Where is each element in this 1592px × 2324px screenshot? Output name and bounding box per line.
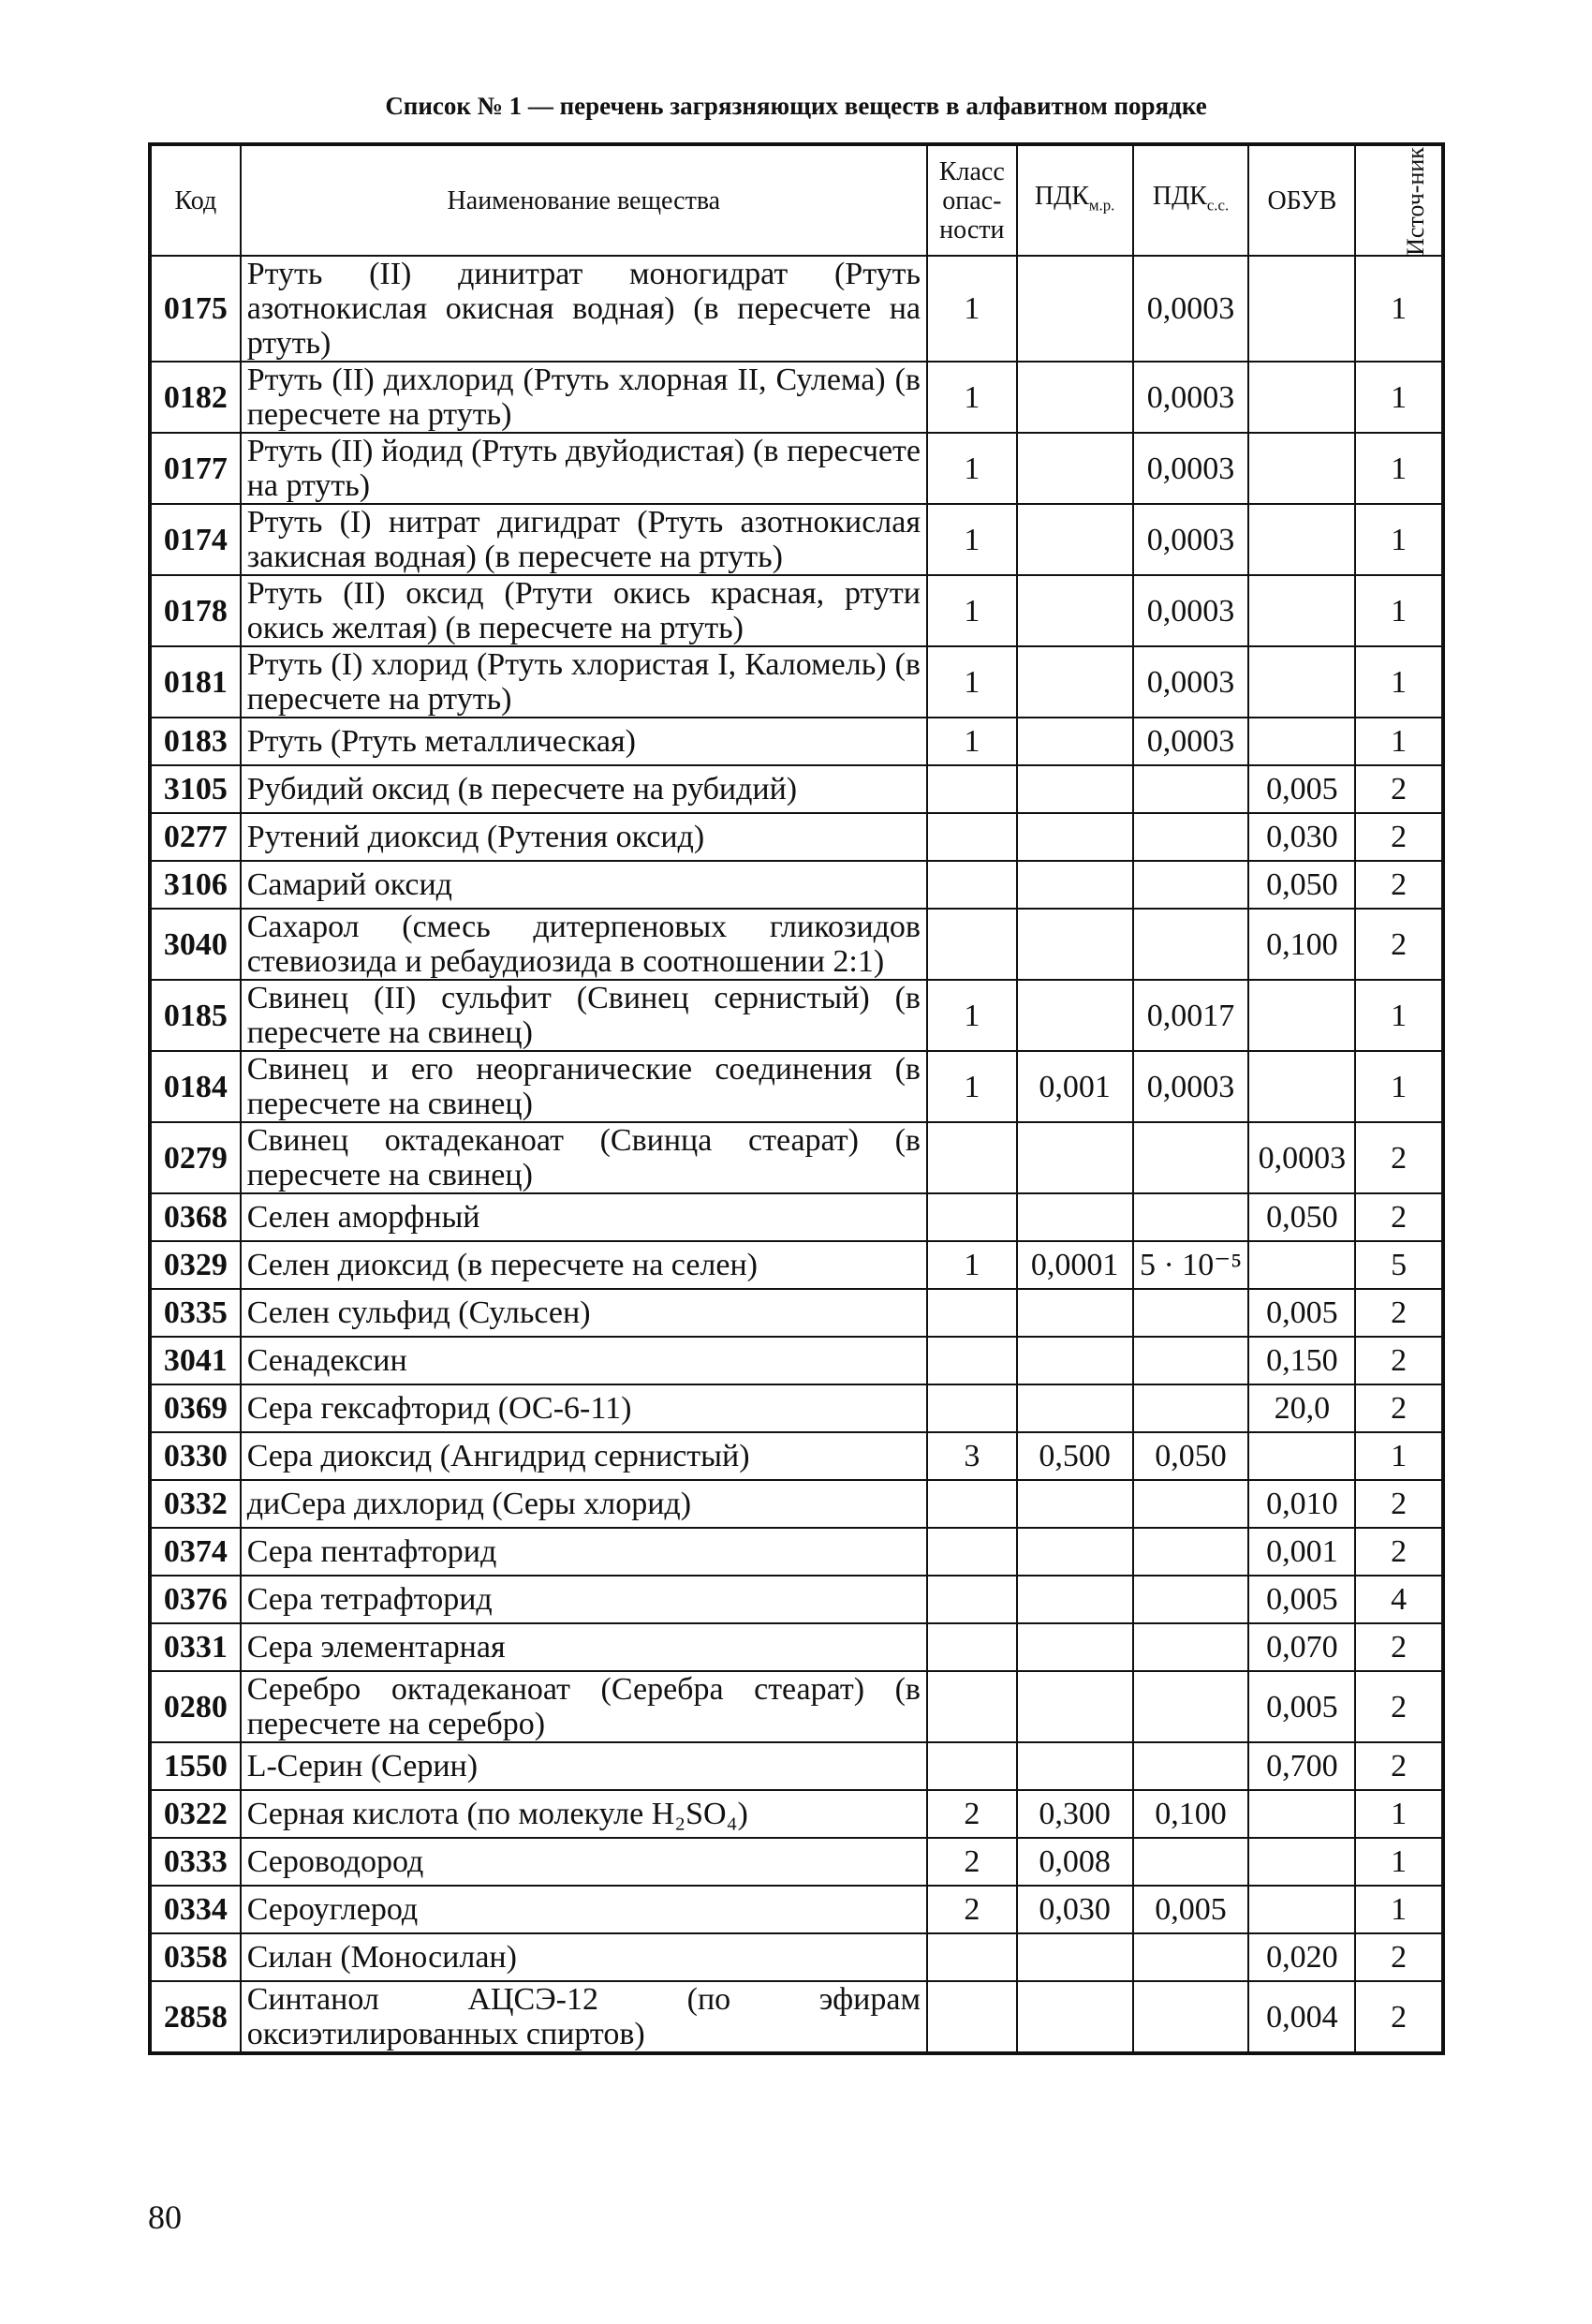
table-row bbox=[150, 1289, 1443, 1337]
cell-code: 0277 bbox=[150, 813, 241, 861]
cell-obuv bbox=[1248, 1241, 1355, 1289]
cell-source: 1 bbox=[1355, 1051, 1443, 1122]
table-row bbox=[150, 1742, 1443, 1790]
cell-obuv: 0,020 bbox=[1248, 1933, 1355, 1981]
cell-pdk-ss bbox=[1133, 861, 1249, 909]
cell-pdk-ss: 0,0003 bbox=[1133, 646, 1249, 718]
cell-pdk-mr: 0,001 bbox=[1017, 1051, 1133, 1122]
table-row bbox=[150, 813, 1443, 861]
table-row bbox=[150, 1981, 1443, 2053]
cell-pdk-ss bbox=[1133, 1933, 1249, 1981]
table-row bbox=[150, 1623, 1443, 1671]
cell-pdk-mr bbox=[1017, 1337, 1133, 1384]
cell-name: Силан (Моносилан) bbox=[241, 1933, 927, 1981]
table-row bbox=[150, 1838, 1443, 1886]
cell-name: Сера диоксид (Ангидрид сернистый) bbox=[241, 1432, 927, 1480]
cell-class: 1 bbox=[927, 980, 1017, 1051]
cell-name: L-Серин (Серин) bbox=[241, 1742, 927, 1790]
cell-pdk-ss: 0,050 bbox=[1133, 1432, 1249, 1480]
header-pdk-mr bbox=[1017, 144, 1133, 256]
cell-code: 3041 bbox=[150, 1337, 241, 1384]
cell-source: 1 bbox=[1355, 1886, 1443, 1933]
cell-class: 2 bbox=[927, 1886, 1017, 1933]
cell-pdk-mr bbox=[1017, 861, 1133, 909]
cell-code: 0174 bbox=[150, 504, 241, 575]
cell-name: Синтанол АЦСЭ-12 (по эфирам оксиэтилированных спиртов) bbox=[241, 1981, 927, 2053]
cell-name: Рутений диоксид (Рутения оксид) bbox=[241, 813, 927, 861]
cell-pdk-ss bbox=[1133, 1838, 1249, 1886]
cell-class bbox=[927, 1337, 1017, 1384]
cell-code: 0332 bbox=[150, 1480, 241, 1528]
cell-name: Свинец (II) сульфит (Свинец сернистый) (в пересчете на свинец) bbox=[241, 980, 927, 1051]
cell-name: Сенадексин bbox=[241, 1337, 927, 1384]
cell-class bbox=[927, 861, 1017, 909]
cell-pdk-ss bbox=[1133, 1981, 1249, 2053]
cell-pdk-mr bbox=[1017, 646, 1133, 718]
cell-name: диСера дихлорид (Серы хлорид) bbox=[241, 1480, 927, 1528]
cell-source: 2 bbox=[1355, 861, 1443, 909]
table-row bbox=[150, 765, 1443, 813]
cell-code: 0279 bbox=[150, 1122, 241, 1193]
cell-code: 0358 bbox=[150, 1933, 241, 1981]
cell-code: 0374 bbox=[150, 1528, 241, 1576]
cell-source: 2 bbox=[1355, 1193, 1443, 1241]
cell-source: 2 bbox=[1355, 1337, 1443, 1384]
cell-class bbox=[927, 1528, 1017, 1576]
cell-class bbox=[927, 1623, 1017, 1671]
cell-name: Серебро октадеканоат (Серебра стеарат) (в пересчете на серебро) bbox=[241, 1671, 927, 1742]
cell-name: Сероводород bbox=[241, 1838, 927, 1886]
cell-code: 0177 bbox=[150, 433, 241, 504]
cell-pdk-mr bbox=[1017, 1671, 1133, 1742]
cell-name: Селен сульфид (Сульсен) bbox=[241, 1289, 927, 1337]
cell-class bbox=[927, 909, 1017, 980]
table-row bbox=[150, 1886, 1443, 1933]
cell-code: 0182 bbox=[150, 362, 241, 433]
cell-pdk-ss: 0,100 bbox=[1133, 1790, 1249, 1838]
cell-code: 0185 bbox=[150, 980, 241, 1051]
header-pdk-ss-sub: с.с. bbox=[1206, 196, 1230, 215]
cell-pdk-mr bbox=[1017, 980, 1133, 1051]
cell-source: 4 bbox=[1355, 1576, 1443, 1623]
cell-pdk-ss bbox=[1133, 1193, 1249, 1241]
cell-pdk-ss: 0,0003 bbox=[1133, 504, 1249, 575]
header-code: Код bbox=[150, 144, 241, 256]
cell-source: 2 bbox=[1355, 1122, 1443, 1193]
substances-table bbox=[148, 142, 1445, 2055]
cell-pdk-ss bbox=[1133, 1742, 1249, 1790]
cell-pdk-mr bbox=[1017, 1933, 1133, 1981]
table-row bbox=[150, 646, 1443, 718]
cell-class bbox=[927, 1576, 1017, 1623]
cell-pdk-mr bbox=[1017, 1122, 1133, 1193]
cell-pdk-mr bbox=[1017, 718, 1133, 765]
cell-source: 1 bbox=[1355, 980, 1443, 1051]
cell-class: 1 bbox=[927, 575, 1017, 646]
cell-obuv: 0,030 bbox=[1248, 813, 1355, 861]
cell-pdk-mr bbox=[1017, 1289, 1133, 1337]
cell-code: 0181 bbox=[150, 646, 241, 718]
cell-class bbox=[927, 1742, 1017, 1790]
cell-source: 1 bbox=[1355, 1790, 1443, 1838]
table-row bbox=[150, 1241, 1443, 1289]
cell-code: 0175 bbox=[150, 256, 241, 362]
cell-class: 1 bbox=[927, 1051, 1017, 1122]
cell-name: Ртуть (II) оксид (Ртути окись красная, ртути окись желтая) (в пересчете на ртуть) bbox=[241, 575, 927, 646]
cell-source: 1 bbox=[1355, 718, 1443, 765]
cell-code: 2858 bbox=[150, 1981, 241, 2053]
cell-class bbox=[927, 1193, 1017, 1241]
cell-pdk-ss bbox=[1133, 1289, 1249, 1337]
cell-class: 3 bbox=[927, 1432, 1017, 1480]
header-class: Класс опас-ности bbox=[927, 144, 1017, 256]
cell-obuv: 0,100 bbox=[1248, 909, 1355, 980]
cell-code: 0333 bbox=[150, 1838, 241, 1886]
table-row bbox=[150, 1193, 1443, 1241]
cell-source: 1 bbox=[1355, 575, 1443, 646]
cell-name: Сахарол (смесь дитерпеновых гликозидов стевиозида и ребаудиозида в соотношении 2:1) bbox=[241, 909, 927, 980]
cell-obuv bbox=[1248, 1790, 1355, 1838]
cell-obuv bbox=[1248, 646, 1355, 718]
cell-obuv: 0,010 bbox=[1248, 1480, 1355, 1528]
cell-class: 1 bbox=[927, 256, 1017, 362]
cell-source: 2 bbox=[1355, 1289, 1443, 1337]
cell-source: 2 bbox=[1355, 765, 1443, 813]
cell-obuv: 0,005 bbox=[1248, 1671, 1355, 1742]
cell-class bbox=[927, 813, 1017, 861]
cell-pdk-mr: 0,300 bbox=[1017, 1790, 1133, 1838]
cell-code: 0183 bbox=[150, 718, 241, 765]
cell-name: Свинец октадеканоат (Свинца стеарат) (в пересчете на свинец) bbox=[241, 1122, 927, 1193]
table-row bbox=[150, 909, 1443, 980]
cell-pdk-ss bbox=[1133, 909, 1249, 980]
table-row bbox=[150, 1576, 1443, 1623]
cell-class bbox=[927, 1122, 1017, 1193]
table-row bbox=[150, 1790, 1443, 1838]
cell-obuv bbox=[1248, 718, 1355, 765]
cell-pdk-ss bbox=[1133, 1623, 1249, 1671]
cell-obuv bbox=[1248, 575, 1355, 646]
cell-obuv bbox=[1248, 980, 1355, 1051]
header-pdk-ss bbox=[1133, 144, 1249, 256]
cell-code: 1550 bbox=[150, 1742, 241, 1790]
cell-class bbox=[927, 1480, 1017, 1528]
cell-class bbox=[927, 1289, 1017, 1337]
cell-class bbox=[927, 765, 1017, 813]
cell-pdk-mr bbox=[1017, 256, 1133, 362]
cell-name: Ртуть (I) нитрат дигидрат (Ртуть азотнокислая закисная водная) (в пересчете на ртуть) bbox=[241, 504, 927, 575]
cell-name: Сера тетрафторид bbox=[241, 1576, 927, 1623]
cell-source: 1 bbox=[1355, 1838, 1443, 1886]
cell-class: 1 bbox=[927, 718, 1017, 765]
cell-name: Ртуть (II) дихлорид (Ртуть хлорная II, Сулема) (в пересчете на ртуть) bbox=[241, 362, 927, 433]
cell-source: 5 bbox=[1355, 1241, 1443, 1289]
table-row bbox=[150, 362, 1443, 433]
cell-pdk-ss bbox=[1133, 1480, 1249, 1528]
cell-pdk-ss: 0,0003 bbox=[1133, 575, 1249, 646]
cell-source: 1 bbox=[1355, 256, 1443, 362]
cell-pdk-mr bbox=[1017, 765, 1133, 813]
cell-class: 1 bbox=[927, 504, 1017, 575]
cell-name: Сера пентафторид bbox=[241, 1528, 927, 1576]
table-row bbox=[150, 1933, 1443, 1981]
cell-obuv: 20,0 bbox=[1248, 1384, 1355, 1432]
cell-name: Свинец и его неорганические соединения (в пересчете на свинец) bbox=[241, 1051, 927, 1122]
cell-code: 0376 bbox=[150, 1576, 241, 1623]
cell-obuv bbox=[1248, 362, 1355, 433]
cell-class: 2 bbox=[927, 1790, 1017, 1838]
cell-name: Сера гексафторид (ОС-6-11) bbox=[241, 1384, 927, 1432]
cell-code: 0330 bbox=[150, 1432, 241, 1480]
cell-obuv bbox=[1248, 1432, 1355, 1480]
table-header-row bbox=[150, 144, 1443, 256]
cell-name: Рубидий оксид (в пересчете на рубидий) bbox=[241, 765, 927, 813]
header-pdk-mr-sub: м.р. bbox=[1088, 196, 1115, 215]
cell-name: Сера элементарная bbox=[241, 1623, 927, 1671]
cell-obuv: 0,005 bbox=[1248, 1576, 1355, 1623]
table-body bbox=[150, 256, 1443, 2053]
cell-obuv: 0,070 bbox=[1248, 1623, 1355, 1671]
table-row bbox=[150, 256, 1443, 362]
table-row bbox=[150, 718, 1443, 765]
cell-pdk-mr: 0,0001 bbox=[1017, 1241, 1133, 1289]
header-source bbox=[1355, 144, 1443, 256]
table-row bbox=[150, 1671, 1443, 1742]
cell-pdk-ss bbox=[1133, 813, 1249, 861]
header-source-label: Источ-ник bbox=[1402, 146, 1430, 256]
cell-obuv: 0,050 bbox=[1248, 861, 1355, 909]
cell-code: 3106 bbox=[150, 861, 241, 909]
page-number: 80 bbox=[148, 2198, 182, 2236]
cell-name: Селен аморфный bbox=[241, 1193, 927, 1241]
header-name: Наименование вещества bbox=[241, 144, 927, 256]
cell-class bbox=[927, 1933, 1017, 1981]
cell-code: 0368 bbox=[150, 1193, 241, 1241]
cell-obuv bbox=[1248, 1838, 1355, 1886]
cell-class: 1 bbox=[927, 646, 1017, 718]
table-row bbox=[150, 433, 1443, 504]
cell-pdk-ss: 0,0003 bbox=[1133, 1051, 1249, 1122]
cell-pdk-mr bbox=[1017, 433, 1133, 504]
cell-code: 0331 bbox=[150, 1623, 241, 1671]
page-title: Список № 1 — перечень загрязняющих веществ в алфавитном порядке bbox=[385, 92, 1207, 120]
cell-class bbox=[927, 1671, 1017, 1742]
cell-pdk-mr bbox=[1017, 1528, 1133, 1576]
table-row bbox=[150, 504, 1443, 575]
cell-class: 1 bbox=[927, 433, 1017, 504]
cell-pdk-mr bbox=[1017, 504, 1133, 575]
table-row bbox=[150, 980, 1443, 1051]
cell-pdk-mr bbox=[1017, 1193, 1133, 1241]
cell-obuv bbox=[1248, 504, 1355, 575]
cell-pdk-ss bbox=[1133, 1576, 1249, 1623]
cell-pdk-mr bbox=[1017, 909, 1133, 980]
cell-class: 1 bbox=[927, 1241, 1017, 1289]
cell-code: 0335 bbox=[150, 1289, 241, 1337]
cell-pdk-mr: 0,500 bbox=[1017, 1432, 1133, 1480]
cell-name: Ртуть (II) йодид (Ртуть двуйодистая) (в пересчете на ртуть) bbox=[241, 433, 927, 504]
cell-class: 1 bbox=[927, 362, 1017, 433]
cell-obuv bbox=[1248, 256, 1355, 362]
cell-name: Ртуть (Ртуть металлическая) bbox=[241, 718, 927, 765]
cell-class: 2 bbox=[927, 1838, 1017, 1886]
cell-pdk-ss: 0,0003 bbox=[1133, 718, 1249, 765]
cell-code: 0334 bbox=[150, 1886, 241, 1933]
cell-source: 2 bbox=[1355, 1384, 1443, 1432]
cell-pdk-ss bbox=[1133, 1528, 1249, 1576]
cell-name: Ртуть (I) хлорид (Ртуть хлористая I, Каломель) (в пересчете на ртуть) bbox=[241, 646, 927, 718]
cell-pdk-mr: 0,030 bbox=[1017, 1886, 1133, 1933]
table-row bbox=[150, 1480, 1443, 1528]
table-row bbox=[150, 575, 1443, 646]
cell-obuv: 0,005 bbox=[1248, 765, 1355, 813]
table-row bbox=[150, 1432, 1443, 1480]
cell-pdk-ss: 0,005 bbox=[1133, 1886, 1249, 1933]
cell-source: 1 bbox=[1355, 1432, 1443, 1480]
cell-source: 2 bbox=[1355, 909, 1443, 980]
table-row bbox=[150, 1122, 1443, 1193]
table-row bbox=[150, 1051, 1443, 1122]
cell-pdk-mr: 0,008 bbox=[1017, 1838, 1133, 1886]
cell-pdk-ss bbox=[1133, 1122, 1249, 1193]
cell-obuv: 0,004 bbox=[1248, 1981, 1355, 2053]
cell-class bbox=[927, 1384, 1017, 1432]
cell-code: 0329 bbox=[150, 1241, 241, 1289]
cell-pdk-mr bbox=[1017, 1384, 1133, 1432]
cell-name: Селен диоксид (в пересчете на селен) bbox=[241, 1241, 927, 1289]
cell-obuv: 0,700 bbox=[1248, 1742, 1355, 1790]
cell-name: Самарий оксид bbox=[241, 861, 927, 909]
cell-pdk-ss bbox=[1133, 765, 1249, 813]
cell-pdk-ss: 0,0017 bbox=[1133, 980, 1249, 1051]
cell-code: 0178 bbox=[150, 575, 241, 646]
cell-source: 2 bbox=[1355, 1623, 1443, 1671]
cell-pdk-ss bbox=[1133, 1384, 1249, 1432]
cell-obuv: 0,001 bbox=[1248, 1528, 1355, 1576]
cell-pdk-ss: 0,0003 bbox=[1133, 256, 1249, 362]
cell-pdk-mr bbox=[1017, 1576, 1133, 1623]
cell-code: 0184 bbox=[150, 1051, 241, 1122]
cell-obuv: 0,0003 bbox=[1248, 1122, 1355, 1193]
cell-name: Ртуть (II) динитрат моногидрат (Ртуть азотнокислая окисная водная) (в пересчете на ртуть) bbox=[241, 256, 927, 362]
cell-source: 1 bbox=[1355, 362, 1443, 433]
cell-pdk-ss: 0,0003 bbox=[1133, 362, 1249, 433]
cell-obuv bbox=[1248, 1051, 1355, 1122]
cell-obuv: 0,005 bbox=[1248, 1289, 1355, 1337]
cell-pdk-mr bbox=[1017, 1981, 1133, 2053]
cell-pdk-mr bbox=[1017, 1742, 1133, 1790]
header-pdk-mr-main: ПДК bbox=[1034, 181, 1089, 211]
cell-name: Серная кислота (по молекуле H₂SO₄) bbox=[241, 1790, 927, 1838]
table-row bbox=[150, 1384, 1443, 1432]
cell-source: 1 bbox=[1355, 433, 1443, 504]
cell-source: 2 bbox=[1355, 1671, 1443, 1742]
table-row bbox=[150, 1528, 1443, 1576]
header-pdk-ss-main: ПДК bbox=[1152, 181, 1207, 211]
header-obuv: ОБУВ bbox=[1248, 144, 1355, 256]
cell-source: 2 bbox=[1355, 1981, 1443, 2053]
cell-pdk-ss: 0,0003 bbox=[1133, 433, 1249, 504]
cell-code: 0280 bbox=[150, 1671, 241, 1742]
cell-class bbox=[927, 1981, 1017, 2053]
cell-source: 2 bbox=[1355, 1933, 1443, 1981]
cell-code: 0322 bbox=[150, 1790, 241, 1838]
cell-source: 2 bbox=[1355, 1742, 1443, 1790]
table-row bbox=[150, 1337, 1443, 1384]
cell-pdk-ss: 5 · 10⁻⁵ bbox=[1133, 1241, 1249, 1289]
table-row bbox=[150, 861, 1443, 909]
cell-pdk-mr bbox=[1017, 362, 1133, 433]
cell-pdk-mr bbox=[1017, 575, 1133, 646]
cell-pdk-ss bbox=[1133, 1337, 1249, 1384]
cell-obuv: 0,050 bbox=[1248, 1193, 1355, 1241]
cell-pdk-mr bbox=[1017, 1480, 1133, 1528]
cell-code: 3105 bbox=[150, 765, 241, 813]
cell-source: 2 bbox=[1355, 1528, 1443, 1576]
cell-code: 3040 bbox=[150, 909, 241, 980]
cell-name: Сероуглерод bbox=[241, 1886, 927, 1933]
cell-source: 1 bbox=[1355, 646, 1443, 718]
cell-obuv bbox=[1248, 433, 1355, 504]
cell-source: 1 bbox=[1355, 504, 1443, 575]
cell-obuv: 0,150 bbox=[1248, 1337, 1355, 1384]
cell-pdk-mr bbox=[1017, 1623, 1133, 1671]
cell-code: 0369 bbox=[150, 1384, 241, 1432]
cell-source: 2 bbox=[1355, 1480, 1443, 1528]
cell-obuv bbox=[1248, 1886, 1355, 1933]
cell-pdk-ss bbox=[1133, 1671, 1249, 1742]
cell-source: 2 bbox=[1355, 813, 1443, 861]
cell-pdk-mr bbox=[1017, 813, 1133, 861]
